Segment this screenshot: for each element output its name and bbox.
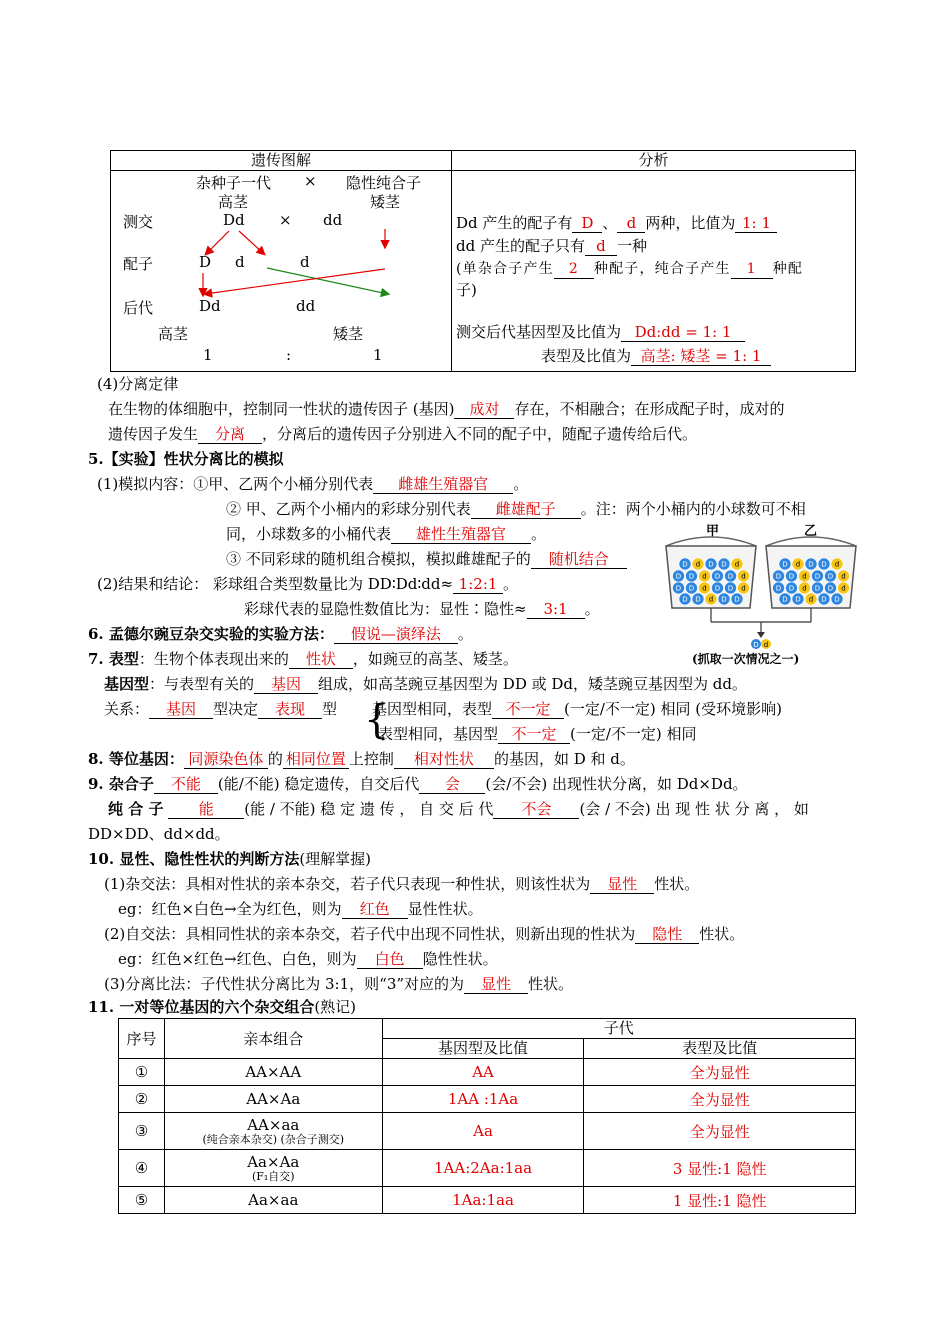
gamete-d1: d (235, 253, 245, 271)
analysis-line-1: Dd 产生的配子有 D 、 d 两种，比值为 1: 1 (456, 213, 777, 233)
sec9-line3: DD×DD、dd×dd。 (88, 825, 230, 843)
ball-letter: D (714, 572, 721, 581)
offspring-label: 后代 (123, 299, 154, 317)
analysis-line-4: 测交后代基因型及比值为 Dd:dd = 1: 1 (456, 322, 745, 342)
row-no: ③ (119, 1113, 165, 1150)
sec7-relation-1: 基因型相同，表型 不一定 (一定/不一定) 相同 (受环境影响) (372, 700, 783, 718)
gamete-D: D (199, 253, 212, 271)
table-row (119, 1086, 856, 1113)
sec10-title: 10. 显性、隐性性状的判断方法(理解掌握) (88, 850, 372, 868)
ball-letter: D (682, 595, 688, 604)
ball-letter: d (834, 560, 840, 569)
ball-letter: d (741, 572, 746, 581)
sec5-title: 5.【实验】性状分离比的模拟 (88, 450, 284, 468)
testcross-label: 测交 (123, 213, 154, 231)
sec7-line1: 7. 表型：生物个体表现出来的 性状 ，如豌豆的高茎、矮茎。 (88, 650, 518, 668)
row-parent: AA×AA (164, 1059, 382, 1086)
ball-letter: d (702, 584, 707, 593)
sec9-line2: 纯 合 子 能 (能 / 不能) 稳 定 遗 传 ， 自 交 后 代 不会 (会 / 不会) 出 现 性 状 分 离 ， 如 (108, 800, 809, 818)
ball-letter: D (675, 572, 682, 581)
ball-letter: d (841, 584, 846, 593)
row-no: ① (119, 1059, 165, 1086)
bucket-caption: (抓取一次情况之一) (692, 652, 800, 666)
ball-letter: D (721, 560, 727, 569)
offspring-dd: dd (296, 297, 316, 315)
ball-letter: d (841, 572, 846, 581)
ratio-colon: : (286, 346, 292, 364)
ball-letter: d (708, 595, 714, 604)
ball-letter: D (775, 584, 782, 593)
sec10-line1: (1)杂交法：具相对性状的亲本杂交，若子代只表现一种性状，则该性状为 显性 性状。 (104, 875, 700, 893)
header-genetic-diagram: 遗传图解 (250, 151, 311, 169)
header-analysis: 分析 (638, 151, 669, 169)
bucket-jia-label: 甲 (706, 524, 720, 539)
ball-letter: D (821, 595, 827, 604)
bucket-figure (662, 520, 858, 670)
ball-letter: D (827, 584, 834, 593)
ball-letter: d (695, 560, 701, 569)
ball-letter: D (775, 572, 782, 581)
cross-arrows (111, 151, 451, 373)
sec5-line4: ③ 不同彩球的随机组合模拟，模拟雌雄配子的 随机结合 (226, 549, 627, 569)
row-parent: Aa×Aa (F₁自交) (164, 1150, 382, 1187)
offspring-Dd: Dd (199, 297, 221, 315)
col-header-parent: 亲本组合 (164, 1019, 382, 1059)
ball-letter: D (682, 560, 688, 569)
row-genotype: AA (382, 1059, 584, 1086)
sec9-line1: 9. 杂合子 不能 (能/不能) 稳定遗传，自交后代 会 (会/不会) 出现性状分离，如 Dd×Dd。 (88, 775, 748, 793)
sec5-line6: 彩球代表的显隐性数值比为：显性∶隐性≈ 3:1 。 (244, 600, 600, 618)
sec5-line2: ② 甲、乙两个小桶内的彩球分别代表 雌雄配子 。注：两个小桶内的小球数可不相 (226, 500, 806, 518)
table-row (119, 1113, 856, 1150)
sec8-line: 8. 等位基因： 同源染色体 的 相同位置 上控制 相对性状 的基因，如 D 和 d。 (88, 750, 635, 768)
sec5-line3: 同，小球数多的小桶代表 雄性生殖器官 。 (226, 525, 547, 543)
ball-letter: D (821, 560, 827, 569)
cross-sign: × (304, 172, 317, 190)
analysis-line-3: (单杂合子产生 2 种配子，纯合子产生 1 种配 (456, 261, 804, 277)
table-row (119, 1187, 856, 1214)
table-row (119, 1150, 856, 1187)
sec10-line3: (2)自交法：具相同性状的亲本杂交，若子代中出现不同性状，则新出现的性状为 隐性 性状。 (104, 925, 745, 943)
row-genotype: 1Aa:1aa (382, 1187, 584, 1214)
relation-brace: { (364, 697, 390, 743)
ball-letter: D (727, 572, 734, 581)
col-header-phenotype: 表型及比值 (584, 1039, 856, 1059)
gamete-d2: d (300, 253, 310, 271)
sec10-line5: (3)分离比法：子代性状分离比为 3:1，则“3”对应的为 显性 性状。 (104, 975, 574, 993)
ball-letter: d (808, 595, 814, 604)
parent-dd: dd (323, 211, 343, 229)
phenotype-short: 矮茎 (333, 325, 364, 343)
hybrid-label: 杂种子一代 (196, 174, 272, 192)
sec5-line1: (1)模拟内容：①甲、乙两个小桶分别代表 雌雄生殖器官 。 (97, 475, 529, 493)
ball-letter: D (788, 584, 795, 593)
ball-letter: D (795, 595, 801, 604)
testcross-table (110, 150, 856, 372)
row-genotype: 1AA :1Aa (382, 1086, 584, 1113)
table-row (119, 1059, 856, 1086)
ball-letter: D (734, 595, 740, 604)
ball-letter: D (688, 584, 695, 593)
svg-text:D: D (753, 641, 759, 649)
ball-letter: d (702, 572, 707, 581)
ball-letter: D (688, 572, 695, 581)
phenotype-tall: 高茎 (158, 325, 189, 343)
row-phenotype: 1 显性:1 隐性 (584, 1187, 856, 1214)
analysis-line-2: dd 产生的配子只有 d 一种 (456, 237, 647, 255)
ball-letter: D (708, 560, 714, 569)
tall-label: 高茎 (218, 193, 249, 211)
row-no: ④ (119, 1150, 165, 1187)
parent-cross-sign: × (279, 211, 292, 229)
sec7-relation-2: 表型相同，基因型 不一定 (一定/不一定) 相同 (378, 725, 697, 743)
sec10-line4: eg：红色×红色→红色、白色，则为 白色 隐性性状。 (118, 950, 498, 968)
ball-letter: D (827, 572, 834, 581)
row-phenotype: 全为显性 (584, 1059, 856, 1086)
sec5-line5: (2)结果和结论： 彩球组合类型数量比为 DD∶Dd∶dd≈ 1:2:1 。 (97, 575, 519, 593)
sec4-title: (4)分离定律 (97, 375, 179, 393)
ball-letter: d (741, 584, 746, 593)
ball-letter: D (721, 595, 727, 604)
ball-letter: d (802, 572, 807, 581)
col-header-genotype: 基因型及比值 (382, 1039, 584, 1059)
analysis-line-3b: 子) (456, 281, 477, 299)
row-phenotype: 全为显性 (584, 1113, 856, 1150)
col-header-no: 序号 (119, 1019, 165, 1059)
ball-letter: D (714, 584, 721, 593)
ball-letter: D (727, 584, 734, 593)
row-genotype: 1AA:2Aa:1aa (382, 1150, 584, 1187)
sec11-title: 11. 一对等位基因的六个杂交组合(熟记) (88, 998, 357, 1016)
row-phenotype: 3 显性:1 隐性 (584, 1150, 856, 1187)
ratio-1: 1 (203, 346, 213, 364)
recessive-label: 隐性纯合子 (346, 174, 422, 192)
ball-letter: D (814, 584, 821, 593)
sec4-line1: 在生物的体细胞中，控制同一性状的遗传因子 (基因) 成对 存在，不相融合；在形成配子时，成对的 (108, 400, 785, 418)
buckets-svg (662, 534, 858, 649)
ball-letter: d (802, 584, 807, 593)
sec6-line: 6. 孟德尔豌豆杂交实验的实验方法： 假说—演绎法 。 (88, 625, 473, 643)
row-parent: AA×aa (纯合亲本杂交) (杂合子测交) (164, 1113, 382, 1150)
parent-Dd: Dd (223, 211, 245, 229)
row-phenotype: 全为显性 (584, 1086, 856, 1113)
ball-letter: d (795, 560, 801, 569)
ball-letter: D (695, 595, 701, 604)
ball-letter: D (834, 595, 840, 604)
ratio-2: 1 (373, 346, 383, 364)
ball-letter: D (782, 560, 788, 569)
row-parent: AA×Aa (164, 1086, 382, 1113)
row-genotype: Aa (382, 1113, 584, 1150)
row-no: ② (119, 1086, 165, 1113)
sec10-line2: eg：红色×白色→全为红色，则为 红色 显性性状。 (118, 900, 483, 918)
row-no: ⑤ (119, 1187, 165, 1214)
ball-letter: d (734, 560, 740, 569)
gamete-label: 配子 (123, 255, 154, 273)
ball-letter: D (788, 572, 795, 581)
row-parent: Aa×aa (164, 1187, 382, 1214)
analysis-line-5: 表型及比值为 高茎: 矮茎 = 1: 1 (541, 346, 771, 366)
sec7-line3: 关系： 基因 型决定 表现 型 (104, 700, 338, 718)
cross-combination-table (118, 1018, 856, 1214)
sec7-line2: 基因型：与表型有关的 基因 组成，如高茎豌豆基因型为 DD 或 Dd，矮茎豌豆基因型为 dd。 (104, 675, 747, 693)
bucket-yi-label: 乙 (804, 524, 818, 539)
ball-letter: D (782, 595, 788, 604)
ball-letter: D (808, 560, 814, 569)
col-header-offspring: 子代 (382, 1019, 855, 1039)
short-label: 矮茎 (370, 193, 401, 211)
sec4-line2: 遗传因子发生 分离 ，分离后的遗传因子分别进入不同的配子中，随配子遗传给后代。 (108, 425, 698, 443)
ball-letter: D (675, 584, 682, 593)
ball-letter: D (814, 572, 821, 581)
svg-text:d: d (763, 641, 769, 649)
